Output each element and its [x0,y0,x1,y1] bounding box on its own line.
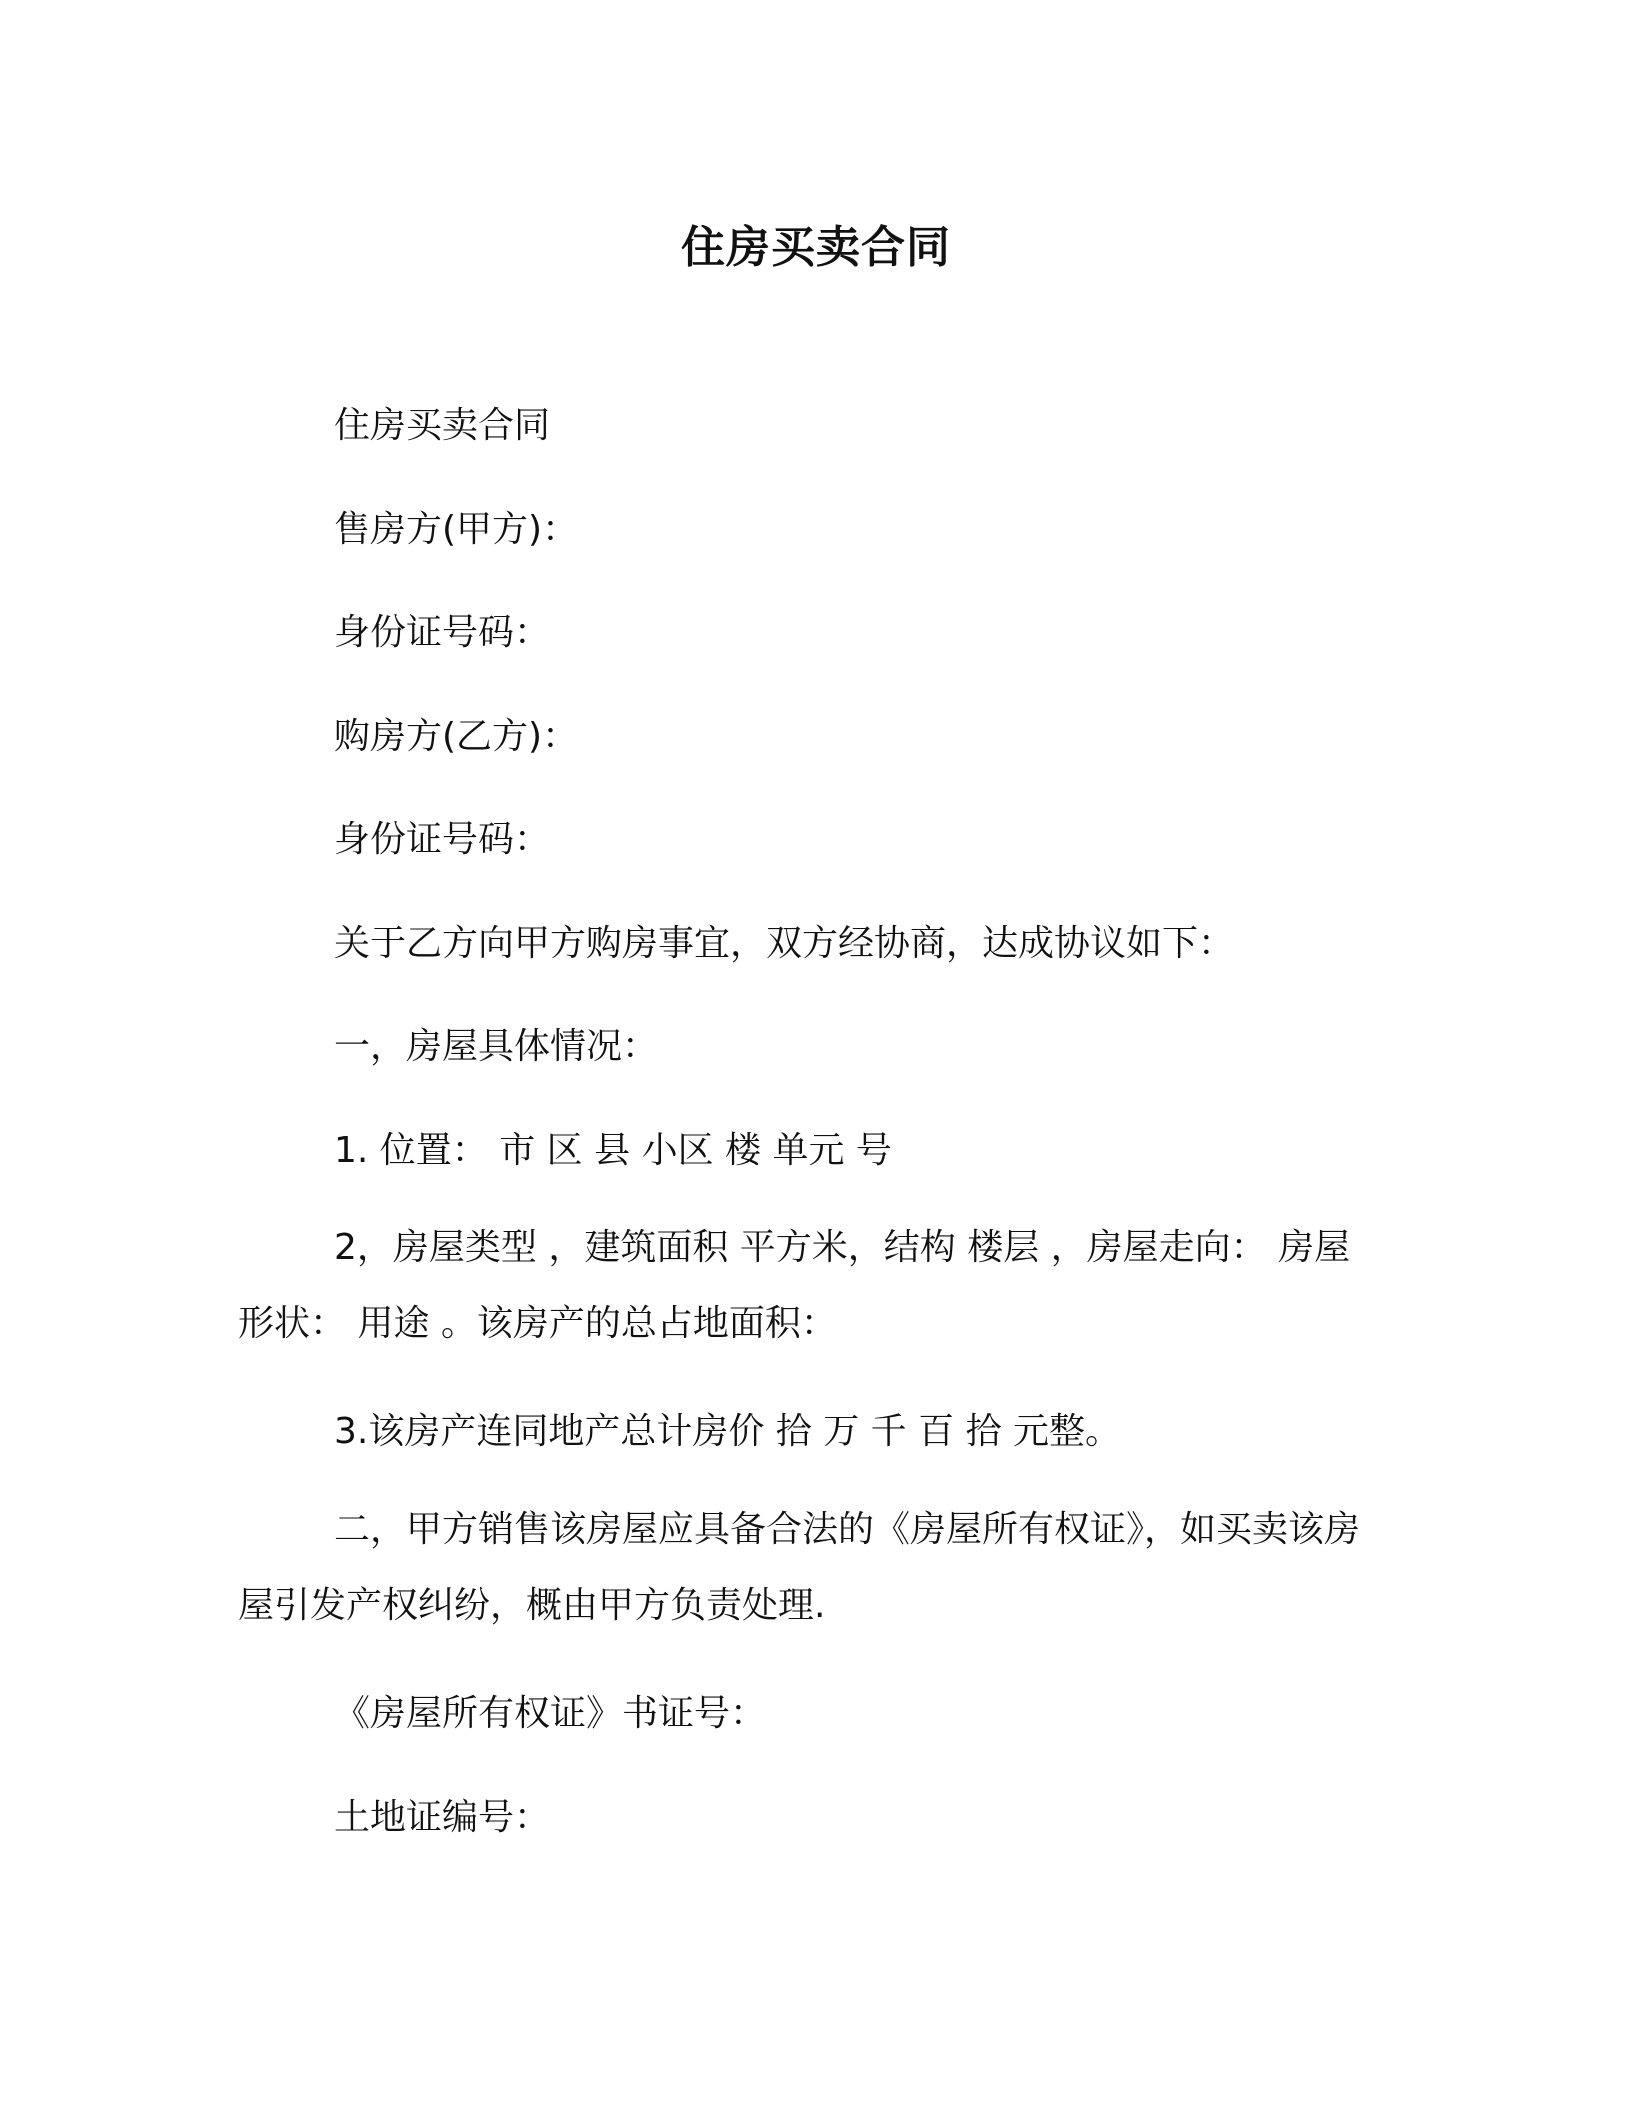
paragraph-seller-id: 身份证号码： [334,612,551,653]
paragraph-buyer-id: 身份证号码： [334,819,551,860]
paragraph-land-certificate: 土地证编号： [334,1797,551,1838]
paragraph-price: 3.该房产连同地产总计房价 拾 万 千 百 拾 元整。 [334,1411,1122,1452]
paragraph-heading: 住房买卖合同 [334,405,551,446]
paragraph-section-one: 一，房屋具体情况： [334,1026,659,1067]
paragraph-agreement-intro: 关于乙方向甲方购房事宜，双方经协商，达成协议如下： [334,923,1235,964]
paragraph-location: 1. 位置： 市 区 县 小区 楼 单元 号 [334,1130,892,1171]
paragraph-section-two: 二，甲方销售该房屋应具备合法的《房屋所有权证》，如买卖该房屋引发产权纠纷，概由甲方负责处理. [238,1509,1361,1626]
paragraph-house-type: 2，房屋类型 ，建筑面积 平方米，结构 楼层 ，房屋走向： 房屋形状： 用途 。该房产的总占地面积： [238,1227,1351,1344]
document-title: 住房买卖合同 [681,222,951,273]
paragraph-buyer: 购房方(乙方)： [334,716,579,757]
paragraph-certificate-number: 《房屋所有权证》书证号： [334,1693,767,1734]
paragraph-seller: 售房方(甲方)： [334,509,579,550]
